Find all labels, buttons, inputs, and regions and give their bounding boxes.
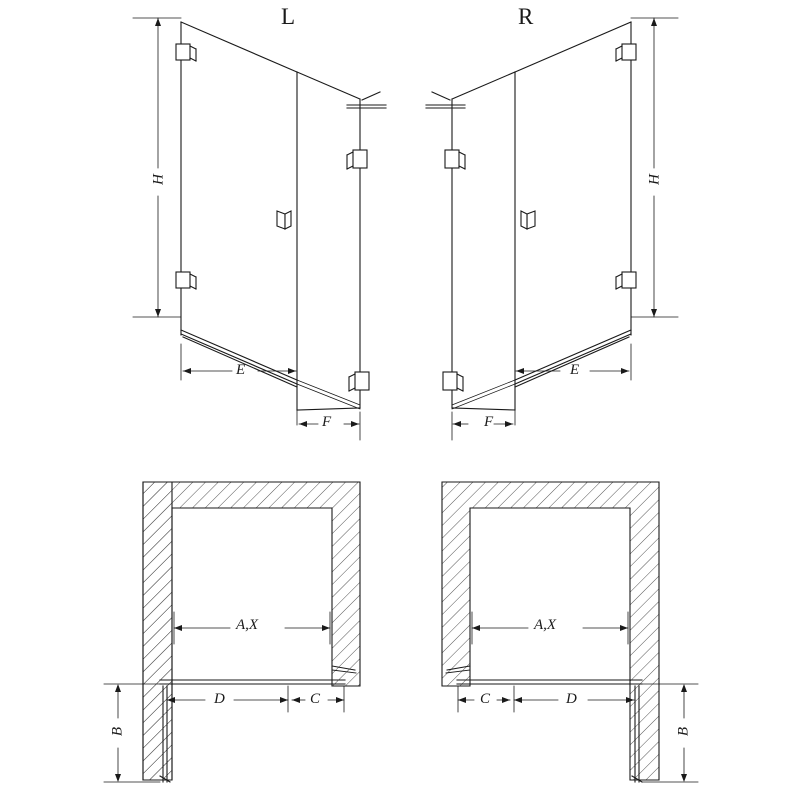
elevation-left-title: L (281, 4, 296, 29)
plan-left-view (104, 482, 360, 782)
elevation-right-height-label: H (646, 174, 663, 185)
plan-right-depth-label: B (675, 726, 692, 737)
plan-right-door-width-label: D (566, 691, 577, 707)
elevation-left-fixed-label: F (322, 414, 332, 430)
plan-left-depth-label: B (109, 726, 126, 737)
plan-right-view (442, 482, 698, 782)
elevation-left-door-label: E (236, 362, 246, 378)
plan-left-fixed-width-label: C (310, 691, 321, 707)
elevation-right-view (426, 18, 678, 440)
elevation-left-view (133, 18, 386, 440)
elevation-left-height-label: H (150, 174, 167, 185)
plan-right-overall-label: A,X (534, 617, 557, 633)
plan-left-door-width-label: D (214, 691, 225, 707)
plan-left-overall-label: A,X (236, 617, 259, 633)
elevation-right-fixed-label: F (484, 414, 494, 430)
elevation-right-title: R (518, 4, 534, 29)
elevation-right-door-label: E (570, 362, 580, 378)
plan-right-fixed-width-label: C (480, 691, 491, 707)
